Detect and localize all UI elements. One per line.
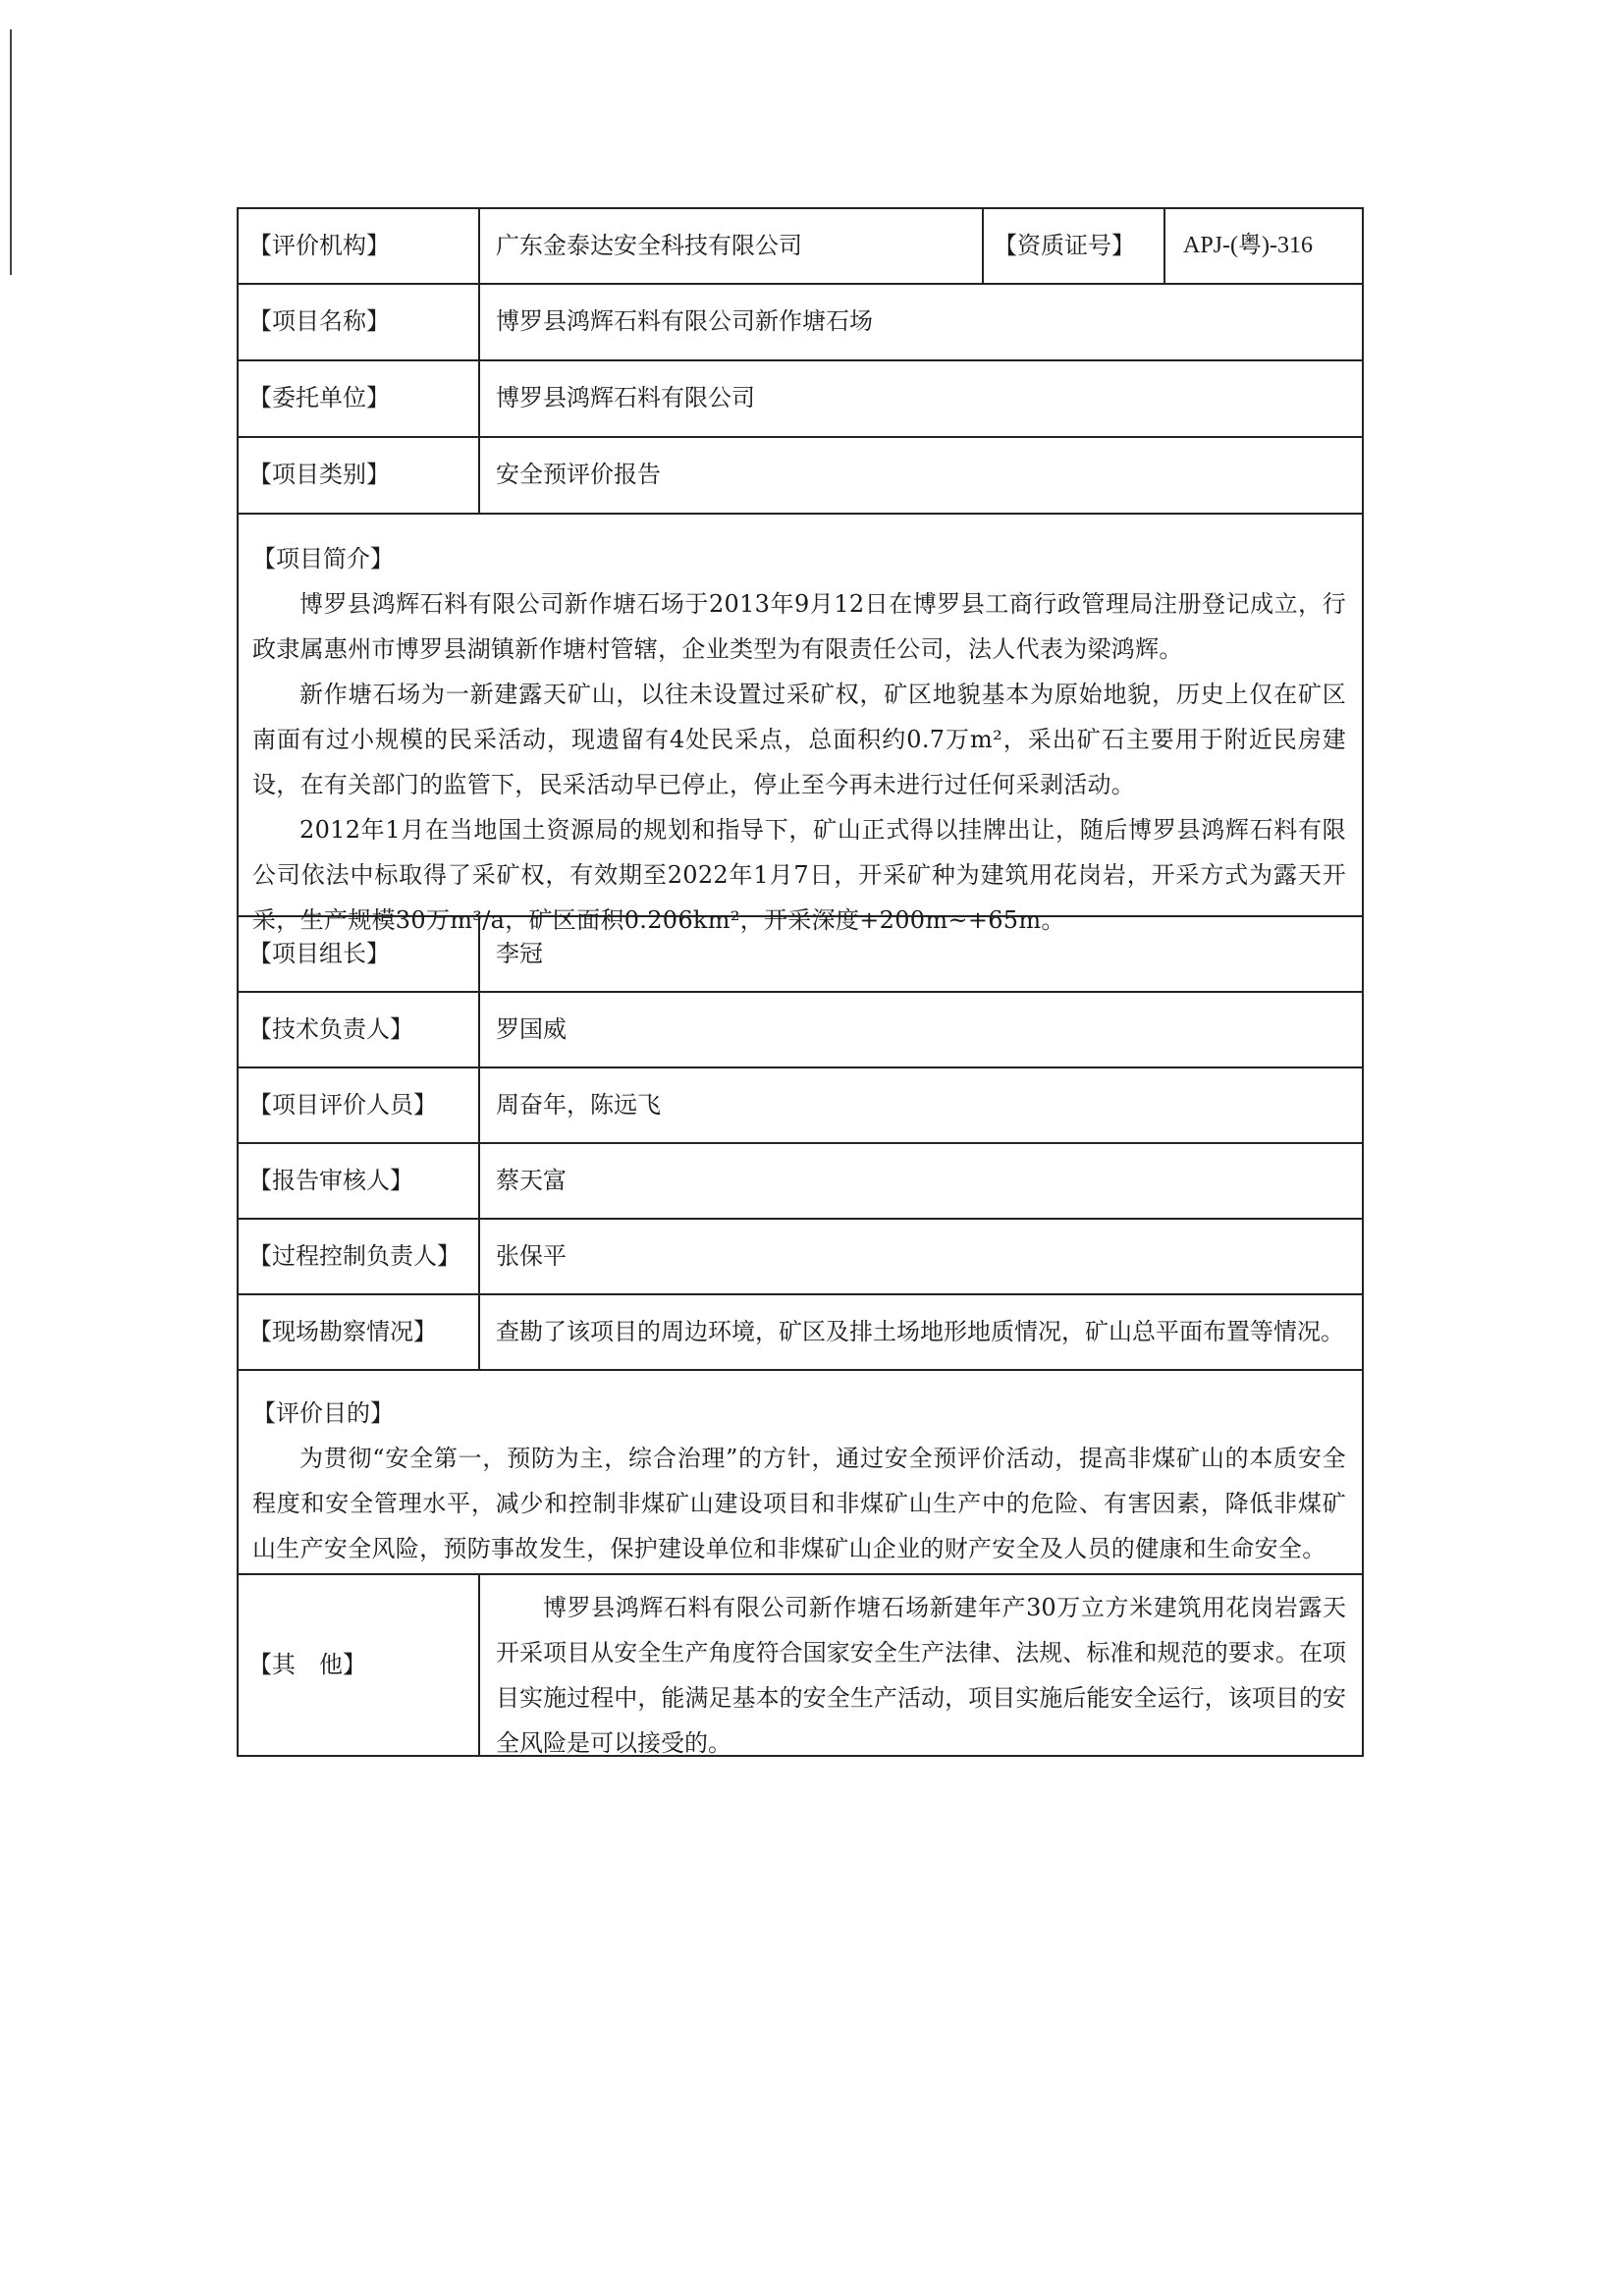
team-leader-label: 【项目组长】 <box>239 917 480 991</box>
project-summary-block <box>237 513 1364 934</box>
category-value: 安全预评价报告 <box>496 461 661 489</box>
client-row <box>237 359 1364 438</box>
tech-lead-label: 【技术负责人】 <box>239 993 480 1066</box>
client-label: 【委托单位】 <box>239 361 480 436</box>
client-value: 博罗县鸿辉石料有限公司 <box>496 384 755 412</box>
site-survey-value: 查勘了该项目的周边环境，矿区及排土场地形地质情况，矿山总平面布置等情况。 <box>496 1317 1344 1345</box>
other-row <box>237 1573 1364 1757</box>
org-value: 广东金泰达安全科技有限公司 <box>496 231 802 259</box>
team-leader-value: 李冠 <box>496 939 543 967</box>
process-lead-row <box>237 1218 1364 1295</box>
summary-paragraph: 2012年1月在当地国土资源局的规划和指导下，矿山正式得以挂牌出让，随后博罗县鸿辉石料有限公司依法中标取得了采矿权，有效期至2022年1月7日，开采矿种为建筑用花岗岩，开采方式为露天开采，生产规模30万m³/a，矿区面积0.206km²，开采深度+200m~+65m。 <box>252 816 1346 934</box>
evaluation-purpose-block <box>237 1369 1364 1575</box>
summary-paragraph: 新作塘石场为一新建露天矿山，以往未设置过采矿权，矿区地貌基本为原始地貌，历史上仅在矿区南面有过小规模的民采活动，现遗留有4处民采点，总面积约0.7万m²，采出矿石主要用于附近民房建设，在有关部门的监管下，民采活动早已停止，停止至今再未进行过任何采剥活动。 <box>252 681 1346 798</box>
reviewer-value: 蔡天富 <box>496 1166 567 1194</box>
process-lead-value: 张保平 <box>496 1241 567 1270</box>
evaluation-info-table <box>237 209 1364 1757</box>
qualification-label: 【资质证号】 <box>982 209 1165 283</box>
category-label: 【项目类别】 <box>239 438 480 513</box>
reviewer-label: 【报告审核人】 <box>239 1144 480 1218</box>
tech-lead-row <box>237 991 1364 1068</box>
summary-paragraph: 博罗县鸿辉石料有限公司新作塘石场于2013年9月12日在博罗县工商行政管理局注册登记成立，行政隶属惠州市博罗县湖镇新作塘村管辖，企业类型为有限责任公司，法人代表为梁鸿辉。 <box>252 590 1346 663</box>
category-row <box>237 436 1364 515</box>
evaluators-label: 【项目评价人员】 <box>239 1068 480 1142</box>
site-survey-label: 【现场勘察情况】 <box>239 1295 480 1369</box>
project-name-row <box>237 283 1364 361</box>
tech-lead-value: 罗国威 <box>496 1014 567 1043</box>
project-name-value: 博罗县鸿辉石料有限公司新作塘石场 <box>496 307 873 336</box>
process-lead-label: 【过程控制负责人】 <box>239 1220 480 1293</box>
team-leader-row <box>237 915 1364 993</box>
org-row <box>237 207 1364 285</box>
project-name-label: 【项目名称】 <box>239 285 480 359</box>
purpose-paragraph: 为贯彻“安全第一，预防为主，综合治理”的方针，通过安全预评价活动，提高非煤矿山的本质安全程度和安全管理水平，减少和控制非煤矿山建设项目和非煤矿山生产中的危险、有害因素，降低非煤矿山生产安全风险，预防事故发生，保护建设单位和非煤矿山企业的财产安全及人员的健康和生命安全。 <box>252 1445 1346 1562</box>
evaluators-value: 周奋年，陈远飞 <box>496 1090 661 1119</box>
qualification-value: APJ-(粤)-316 <box>1183 232 1313 258</box>
other-text: 博罗县鸿辉石料有限公司新作塘石场新建年产30万立方米建筑用花岗岩露天开采项目从安全生产角度符合国家安全生产法律、法规、标准和规范的要求。在项目实施过程中，能满足基本的安全生产活动，项目实施后能安全运行，该项目的安全风险是可以接受的。 <box>496 1594 1346 1757</box>
scan-edge-line <box>10 29 12 275</box>
purpose-heading: 【评价目的】 <box>252 1399 394 1427</box>
other-label: 【其 他】 <box>239 1575 480 1755</box>
org-label: 【评价机构】 <box>239 209 480 283</box>
summary-heading: 【项目简介】 <box>252 545 394 573</box>
reviewer-row <box>237 1142 1364 1220</box>
site-survey-row <box>237 1293 1364 1371</box>
evaluators-row <box>237 1066 1364 1144</box>
